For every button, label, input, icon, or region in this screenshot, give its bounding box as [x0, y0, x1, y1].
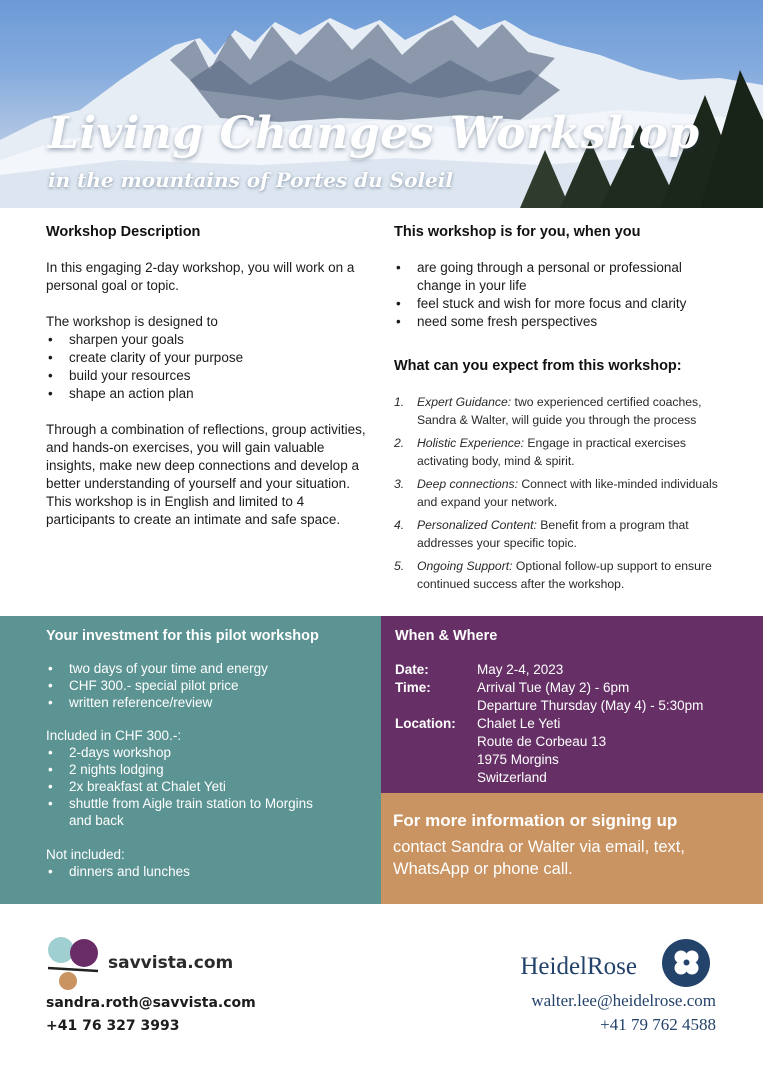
heidelrose-logo-icon	[661, 938, 711, 988]
expect-list	[394, 393, 724, 593]
location-line: Chalet Le Yeti	[477, 716, 561, 731]
list-item: • are going through a personal or professional change in your life	[394, 259, 724, 295]
time-arrival: Arrival Tue (May 2) - 6pm	[477, 680, 630, 695]
expect-heading: What can you expect from this workshop:	[394, 358, 682, 374]
included-list	[46, 744, 335, 829]
time-label: Time:	[395, 680, 431, 695]
designed-to-label: The workshop is designed to	[46, 314, 218, 329]
workshop-description-section	[46, 224, 372, 529]
list-item: • feel stuck and wish for more focus and clarity	[394, 295, 724, 313]
list-item: • need some fresh perspectives	[394, 313, 724, 331]
heidelrose-email[interactable]: walter.lee@heidelrose.com	[531, 991, 716, 1010]
for-you-list	[394, 259, 724, 331]
for-you-section	[394, 224, 724, 598]
location-line: Route de Corbeau 13	[477, 734, 607, 749]
savvista-logo-icon	[46, 935, 106, 991]
hero-title: Living Changes Workshop	[48, 108, 700, 159]
savvista-phone[interactable]: +41 76 327 3993	[46, 1018, 180, 1034]
list-item: • 2-days workshop	[46, 744, 335, 761]
list-item: • two days of your time and energy	[46, 660, 335, 677]
list-item: • dinners and lunches	[46, 863, 335, 880]
when-where-details	[395, 661, 749, 787]
heidelrose-brand: HeidelRose	[520, 953, 637, 980]
info-panel	[381, 793, 763, 904]
not-included-list	[46, 863, 335, 880]
location-line: Switzerland	[477, 770, 547, 785]
hero-subtitle: in the mountains of Portes du Soleil	[48, 168, 453, 192]
list-item: • sharpen your goals	[46, 331, 372, 349]
list-item: 5. Ongoing Support: Optional follow-up support to ensure continued success after the workshop.	[394, 559, 712, 591]
list-item: • 2x breakfast at Chalet Yeti	[46, 778, 335, 795]
location-label: Location:	[395, 716, 456, 731]
info-heading: For more information or signing up	[393, 811, 678, 830]
hero-banner	[0, 0, 763, 208]
location-line: 1975 Morgins	[477, 752, 559, 767]
list-item: • 2 nights lodging	[46, 761, 335, 778]
list-item: • shape an action plan	[46, 385, 372, 403]
description-body: Through a combination of reflections, group activities, and hands-on exercises, you will gain valuable insights, make new deep connections and develop a better understanding of yourself and your situation. This workshop is in English and limited to 4 participants to create an intimate and safe space.	[46, 422, 366, 527]
list-item: • shuttle from Aigle train station to Morgins and back	[46, 795, 335, 829]
info-body: contact Sandra or Walter via email, text, WhatsApp or phone call.	[393, 838, 685, 878]
time-departure: Departure Thursday (May 4) - 5:30pm	[477, 698, 704, 713]
list-item: 1. Expert Guidance: two experienced certified coaches, Sandra & Walter, will guide you through the process	[394, 395, 702, 427]
date-value: May 2-4, 2023	[477, 662, 564, 677]
investment-list	[46, 660, 335, 711]
heidelrose-phone[interactable]: +41 79 762 4588	[600, 1015, 716, 1034]
description-heading: Workshop Description	[46, 224, 201, 240]
list-item: 2. Holistic Experience: Engage in practical exercises activating body, mind & spirit.	[394, 436, 686, 468]
list-item: • build your resources	[46, 367, 372, 385]
when-where-panel	[381, 616, 763, 793]
description-intro: In this engaging 2-day workshop, you will work on a personal goal or topic.	[46, 260, 355, 293]
included-heading: Included in CHF 300.-:	[46, 728, 182, 743]
for-you-heading: This workshop is for you, when you	[394, 224, 641, 240]
savvista-email[interactable]: sandra.roth@savvista.com	[46, 995, 256, 1011]
when-where-heading: When & Where	[395, 628, 498, 644]
goals-list	[46, 331, 372, 403]
list-item: 3. Deep connections: Connect with like-minded individuals and expand your network.	[394, 477, 718, 509]
list-item: • CHF 300.- special pilot price	[46, 677, 335, 694]
savvista-brand: savvista.com	[108, 953, 234, 973]
list-item: • create clarity of your purpose	[46, 349, 372, 367]
date-label: Date:	[395, 662, 429, 677]
list-item: • written reference/review	[46, 694, 335, 711]
list-item: 4. Personalized Content: Benefit from a program that addresses your specific topic.	[394, 518, 689, 550]
investment-heading: Your investment for this pilot workshop	[46, 628, 319, 644]
investment-panel	[0, 616, 381, 904]
not-included-heading: Not included:	[46, 847, 125, 862]
